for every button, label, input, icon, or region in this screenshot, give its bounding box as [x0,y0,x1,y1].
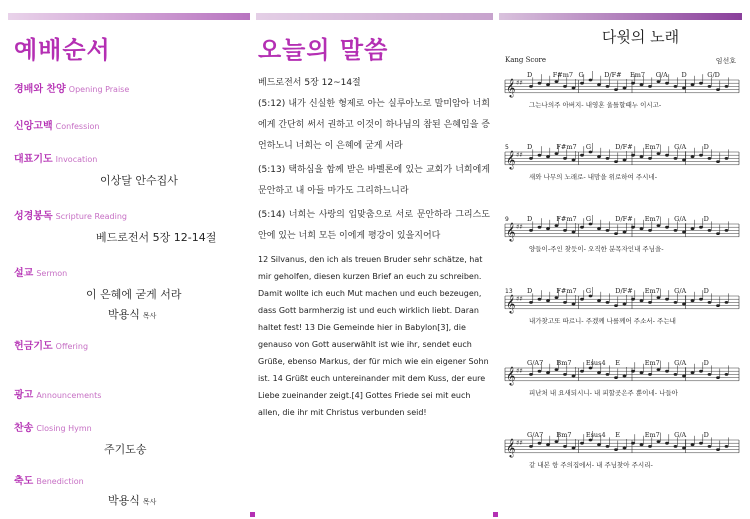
chord-symbol: E [615,431,621,439]
note-head [563,229,567,232]
top-bar-left [8,13,250,20]
benediction-minister [108,492,244,508]
lyrics-line: 내가찾고또 따르니- 주겠께 나를께어 주소서- 주는내 [529,316,676,325]
note-head [614,88,618,91]
chord-symbol: Esus4 [585,359,606,367]
lyrics-line: 그는나의주 아버지- 내영혼 울틀할때누 이시고- [529,100,662,109]
chord-symbol: D/F# [604,71,622,79]
note-head [716,232,720,235]
note-head [725,229,729,232]
note-head [674,157,678,160]
order-label: 경배와 찬양 [14,84,66,95]
note-head [648,85,652,88]
note-head [725,373,729,376]
note-head [665,298,669,301]
order-label-en: Offering [55,342,89,351]
note-head [529,157,533,160]
key-signature: ♯♯ [516,151,523,159]
note-head [657,152,661,155]
note-head [623,447,627,450]
note-head [682,159,686,162]
note-head [665,82,669,85]
treble-clef: 𝄞 [506,438,516,457]
order-item-invocation [14,147,244,188]
note-head [546,83,550,86]
note-head [657,440,661,443]
note-head [580,82,584,85]
measure-number: 13 [505,288,513,295]
worship-order-title: 예배순서 [14,36,111,64]
lyrics-line: 새와 나무의 노래로- 내맘을 위로하여 주시네- [529,172,658,181]
chord-symbol: D [703,431,709,439]
composer-name: 임선호 [715,57,736,65]
chord-symbol: Em7 [630,71,646,79]
order-label-en: Scripture Reading [55,212,127,221]
chord-symbol: G/A [674,431,687,439]
chord-symbol: G [585,143,592,151]
note-head [682,87,686,90]
order-label-en: Opening Praise [68,85,130,94]
key-signature: ♯♯ [516,367,523,375]
note-head [623,375,627,378]
note-head [674,301,678,304]
note-head [589,295,593,298]
chord-symbol: Em7 [644,143,660,151]
note-head [691,83,695,86]
note-head [614,232,618,235]
verse-13: (5:13) 택하심을 함께 받은 바벨론에 있는 교회가 너희에게 문안하고 내 아들 마가도 그리하느니라 [258,165,490,196]
note-head [580,154,584,157]
note-head [580,442,584,445]
order-item-sermon [14,261,244,322]
note-head [631,154,635,157]
note-head [606,157,610,160]
todays-word-panel [258,30,490,421]
measure-number: 9 [505,216,509,223]
note-head [665,226,669,229]
order-label-en: Announcements [36,391,102,400]
order-label: 성경봉독 [14,211,53,222]
chord-symbol: F#m7 [556,287,577,295]
note-head [597,299,601,302]
note-head [538,82,542,85]
note-head [563,373,567,376]
note-head [589,79,593,82]
note-head [716,304,720,307]
order-detail: 베드로전서 5장 12-14절 [96,231,217,244]
note-head [555,440,559,443]
chord-symbol: D [703,359,709,367]
order-label: 찬송 [14,423,34,434]
sermon-title: 이 은혜에 굳게 서라 [86,288,182,301]
note-head [682,375,686,378]
note-head [725,301,729,304]
order-detail: 이상달 안수집사 [100,174,178,187]
note-head [546,227,550,230]
note-head [648,157,652,160]
note-head [555,368,559,371]
chord-symbol: Em7 [644,359,660,367]
note-head [606,85,610,88]
note-head [674,229,678,232]
note-head [546,155,550,158]
note-head [597,83,601,86]
note-head [631,442,635,445]
note-head [631,226,635,229]
chord-symbol: Em7 [644,287,660,295]
note-head [606,445,610,448]
note-head [555,296,559,299]
note-head [529,301,533,304]
preacher [108,306,244,322]
treble-clef: 𝄞 [506,78,516,97]
note-head [631,370,635,373]
note-head [572,375,576,378]
note-head [648,229,652,232]
note-head [631,298,635,301]
note-head [640,227,644,230]
chord-symbol: D/F# [615,143,633,151]
note-head [589,439,593,442]
top-bar-middle [256,13,493,20]
order-label: 설교 [14,268,34,279]
preacher-name: 박용식 [108,308,140,321]
note-head [606,373,610,376]
note-head [708,157,712,160]
note-head [529,445,533,448]
note-head [716,160,720,163]
note-head [529,85,533,88]
chord-symbol: G [578,71,584,79]
scripture-reference: 베드로전서 5장 12~14절 [258,78,361,88]
page-marker-right [493,512,498,517]
order-detail: 주기도송 [104,443,147,456]
chord-symbol: D [703,143,709,151]
note-head [614,376,618,379]
chord-symbol: G [585,215,592,223]
note-head [691,227,695,230]
order-label: 신앙고백 [14,121,53,132]
note-head [614,160,618,163]
minister-title: 목사 [142,498,157,506]
note-head [572,159,576,162]
chord-symbol: Em7 [644,215,660,223]
lyrics-line: 양들이-주인 찾듯이- 오직한 분목자인내 주님을- [529,244,664,253]
note-head [665,154,669,157]
note-head [538,298,542,301]
chord-symbol: D [703,287,709,295]
note-head [657,224,661,227]
note-head [725,157,729,160]
chord-symbol: Bm7 [556,359,572,367]
note-head [699,442,703,445]
note-head [589,151,593,154]
note-head [665,370,669,373]
note-head [614,304,618,307]
chord-symbol: D [703,215,709,223]
note-head [640,155,644,158]
order-label-en: Closing Hymn [36,424,92,433]
note-head [597,443,601,446]
chord-symbol: Esus4 [585,431,606,439]
note-head [640,443,644,446]
note-head [725,85,729,88]
order-item-praise [14,77,244,96]
chord-symbol: D [527,143,533,151]
sheet-music-panel [499,26,742,508]
chord-symbol: G/A7 [527,431,544,439]
order-item-confession [14,114,244,133]
chord-symbol: G/D [707,71,720,79]
note-head [623,231,627,234]
chord-symbol: G [585,287,592,295]
key-signature: ♯♯ [516,79,523,87]
note-head [691,443,695,446]
chord-symbol: D [681,71,687,79]
order-label-en: Invocation [55,155,98,164]
note-head [691,371,695,374]
note-head [572,303,576,306]
key-signature: ♯♯ [516,439,523,447]
note-head [648,373,652,376]
note-head [538,370,542,373]
note-head [623,303,627,306]
note-head [563,301,567,304]
note-head [674,445,678,448]
chord-symbol: D [527,215,533,223]
note-head [546,371,550,374]
note-head [648,301,652,304]
note-head [572,447,576,450]
order-label: 대표기도 [14,154,53,165]
order-item-offering [14,334,244,353]
note-head [589,223,593,226]
note-head [597,227,601,230]
page-marker-left [250,512,255,517]
chord-symbol: D/F# [615,215,633,223]
note-head [716,376,720,379]
treble-clef: 𝄞 [506,222,516,241]
note-head [699,226,703,229]
note-head [572,87,576,90]
chord-symbol: Bm7 [556,431,572,439]
lyrics-line: 같 내본 항 주의집에서- 내 주님찾아 주시리- [529,460,653,469]
chord-symbol: D [527,71,533,79]
note-head [538,226,542,229]
note-head [657,296,661,299]
note-head [699,370,703,373]
order-item-scripture [14,204,244,245]
treble-clef: 𝄞 [506,150,516,169]
order-label-en: Sermon [36,269,68,278]
music-staves [499,68,742,508]
lyrics-line: 피난처 내 요새되시니- 내 피할곳은주 뿐이네- 나들아 [529,388,678,397]
minister-name: 박용식 [108,494,140,507]
score-label: Kang Score [505,56,547,64]
verse-14: (5:14) 너희는 사랑의 입맞춤으로 서로 문안하라 그리스도 안에 있는 너희 모든 이에게 평강이 있을지어다 [258,210,490,241]
note-head [674,85,678,88]
worship-order-panel [14,30,244,508]
chord-symbol: G/A7 [527,359,544,367]
top-bar-right [499,13,742,20]
note-head [657,80,661,83]
todays-word-title: 오늘의 말씀 [258,36,389,64]
chord-symbol: G/A [655,71,668,79]
measure-number: 5 [505,144,509,151]
order-label: 광고 [14,390,34,401]
chord-symbol: F#m7 [556,143,577,151]
note-head [606,229,610,232]
note-head [555,224,559,227]
note-head [623,87,627,90]
order-label: 축도 [14,476,34,487]
note-head [716,448,720,451]
chord-symbol: D/F# [615,287,633,295]
order-item-benediction [14,469,244,508]
note-head [563,157,567,160]
note-head [606,301,610,304]
chord-symbol: D [527,287,533,295]
preacher-title: 목사 [142,312,157,320]
chord-symbol: G/A [674,143,687,151]
chord-symbol: F#m7 [556,215,577,223]
note-head [529,373,533,376]
order-label-en: Benediction [36,477,84,486]
note-head [708,445,712,448]
note-head [538,442,542,445]
note-head [640,83,644,86]
note-head [529,229,533,232]
note-head [597,371,601,374]
note-head [538,154,542,157]
note-head [716,88,720,91]
note-head [699,298,703,301]
order-label: 헌금기도 [14,341,53,352]
note-head [725,445,729,448]
note-head [623,159,627,162]
order-item-hymn [14,416,244,457]
note-head [682,303,686,306]
note-head [691,299,695,302]
note-head [682,231,686,234]
note-head [555,80,559,83]
verse-12: (5:12) 내가 신실한 형제로 아는 실루아노로 말미암아 너희에게 간단히 써서 권하고 이것이 하나님의 참된 은혜임을 증언하노니 너희는 이 은혜에 굳게 서라 [258,99,490,151]
chord-symbol: E [615,359,621,367]
note-head [708,229,712,232]
key-signature: ♯♯ [516,295,523,303]
note-head [597,155,601,158]
note-head [546,299,550,302]
song-title: 다윗의 노래 [601,28,680,46]
order-label-en: Confession [55,122,100,131]
chord-symbol: G/A [674,359,687,367]
note-head [631,82,635,85]
note-head [708,301,712,304]
note-head [580,298,584,301]
note-head [699,82,703,85]
note-head [682,447,686,450]
note-head [563,85,567,88]
note-head [665,442,669,445]
note-head [657,368,661,371]
note-head [580,226,584,229]
note-head [640,371,644,374]
note-head [546,443,550,446]
chord-symbol: F#m7 [552,71,574,79]
note-head [555,152,559,155]
treble-clef: 𝄞 [506,366,516,385]
order-item-announcements [14,383,244,402]
note-head [648,445,652,448]
note-head [589,367,593,370]
note-head [691,155,695,158]
note-head [708,85,712,88]
german-translation: 12 Silvanus, den ich als treuen Bruder sehr schätze, hat mir geholfen, diesen kurzen Brief an euch zu schreiben. Damit wollte ich euch Mut machen und euch bezeugen, dass Gott barmherzig ist und euch wirklich liebt. Daran haltet fest! 13 Die Gemeinde hier in Babylon[3], die genauso von Gott auserwählt ist wie ihr, sendet euch Grüße, ebenso Markus, der für mich wie ein eigener Sohn ist. 14 Grüßt euch untereinander mit dem Kuss, der eure Liebe zueinander zeigt.[4] Gottes Friede sei mit euch allen, die ihr mit Christus verbunden seid! [258,255,489,417]
chord-symbol: G/A [674,287,687,295]
note-head [699,154,703,157]
note-head [580,370,584,373]
note-head [614,448,618,451]
note-head [674,373,678,376]
key-signature: ♯♯ [516,223,523,231]
note-head [563,445,567,448]
note-head [640,299,644,302]
note-head [572,231,576,234]
treble-clef: 𝄞 [506,294,516,313]
note-head [708,373,712,376]
chord-symbol: G/A [674,215,687,223]
chord-symbol: Em7 [644,431,660,439]
